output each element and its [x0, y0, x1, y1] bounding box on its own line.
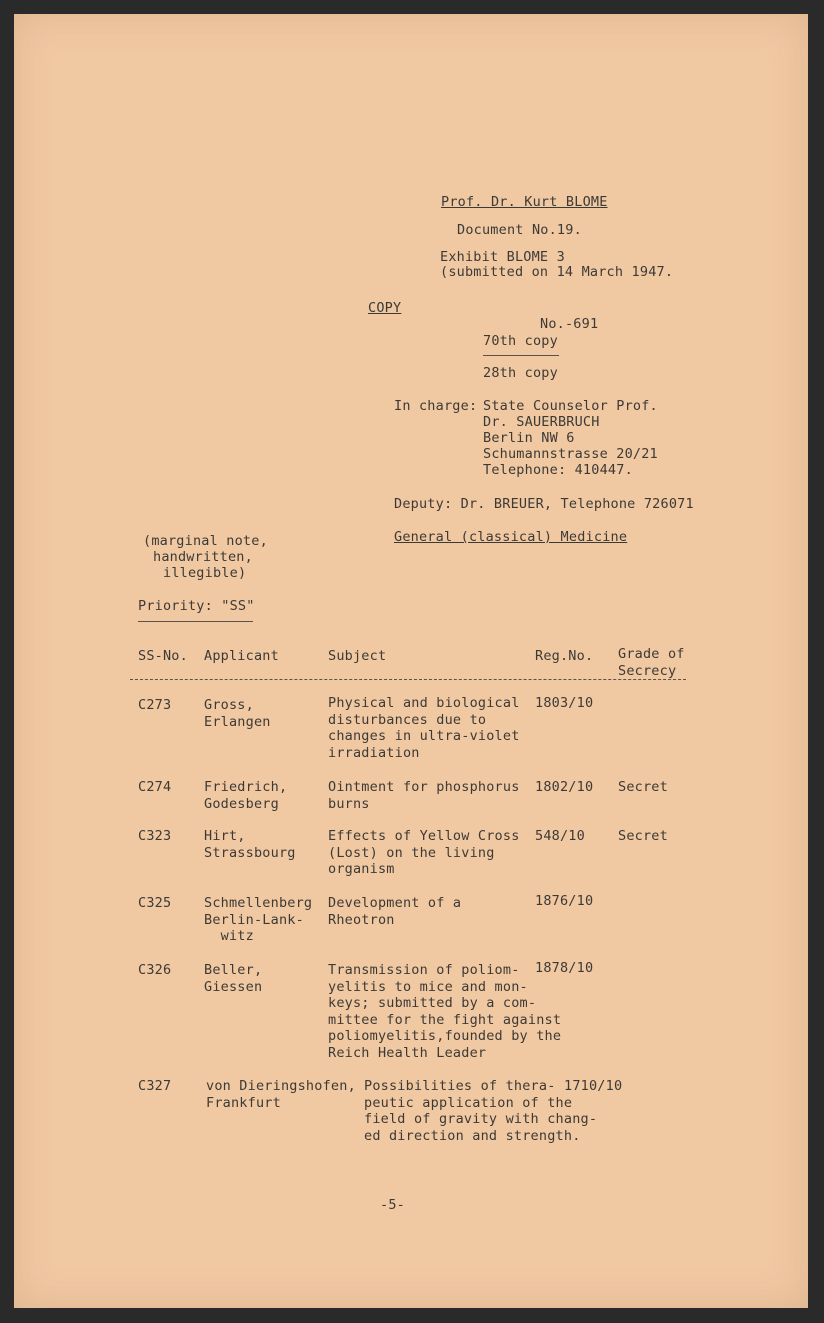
copy-28: 28th copy — [483, 365, 558, 381]
marginal-note-line: illegible) — [163, 565, 247, 581]
table-row-subject: Possibilities of thera- peutic application of the field of gravity with chang- ed direction and strength. — [364, 1078, 598, 1144]
table-row-regno: 1710/10 — [564, 1078, 623, 1094]
table-row-grade: Secret — [618, 779, 668, 795]
submitted-date: (submitted on 14 March 1947. — [440, 264, 674, 280]
exhibit-label: Exhibit BLOME 3 — [440, 249, 565, 265]
col-header-no: SS-No. — [138, 648, 188, 664]
deputy-line: Deputy: Dr. BREUER, Telephone 726071 — [394, 496, 694, 512]
table-row-subject: Development of a Rheotron — [328, 895, 462, 928]
priority-underline — [138, 621, 253, 622]
in-charge-line: Dr. SAUERBRUCH — [483, 414, 600, 430]
in-charge-line: State Counselor Prof. — [483, 398, 658, 414]
table-row-no: C274 — [138, 779, 172, 795]
marginal-note-line: (marginal note, — [143, 533, 268, 549]
table-row-subject: Transmission of poliom- yelitis to mice and mon- keys; submitted by a com- mittee for the fight against poliomyelitis,founded by the Reich Health Leader — [328, 962, 562, 1061]
copy-number: No.-691 — [540, 316, 599, 332]
table-row-no: C273 — [138, 697, 172, 713]
header-name: Prof. Dr. Kurt BLOME — [441, 194, 608, 210]
copy-label: COPY — [368, 300, 402, 316]
table-row-applicant: Gross, Erlangen — [204, 697, 271, 730]
col-header-grade: Grade of Secrecy — [618, 646, 685, 679]
table-row-applicant: von Dieringshofen, Frankfurt — [206, 1078, 356, 1111]
document-number: Document No.19. — [457, 222, 582, 238]
marginal-note-line: handwritten, — [153, 549, 253, 565]
table-row-grade: Secret — [618, 828, 668, 844]
category-heading: General (classical) Medicine — [394, 529, 628, 545]
document-page — [14, 14, 808, 1308]
table-header-rule — [130, 679, 686, 680]
table-row-subject: Ointment for phosphorus burns — [328, 779, 520, 812]
page-number: -5- — [380, 1197, 405, 1213]
col-header-subject: Subject — [328, 648, 387, 664]
table-row-regno: 1878/10 — [535, 960, 594, 976]
table-row-regno: 1876/10 — [535, 893, 594, 909]
copy-70: 70th copy — [483, 333, 558, 349]
priority-label: Priority: "SS" — [138, 598, 255, 614]
table-row-applicant: Friedrich, Godesberg — [204, 779, 288, 812]
table-row-no: C326 — [138, 962, 172, 978]
table-row-regno: 1802/10 — [535, 779, 594, 795]
in-charge-line: Telephone: 410447. — [483, 462, 633, 478]
table-row-applicant: Beller, Giessen — [204, 962, 263, 995]
table-row-applicant: Schmellenberg Berlin-Lank- witz — [204, 895, 313, 944]
table-row-subject: Effects of Yellow Cross (Lost) on the living organism — [328, 828, 520, 877]
in-charge-label: In charge: — [394, 398, 478, 414]
col-header-regno: Reg.No. — [535, 648, 594, 664]
copy-divider — [483, 355, 559, 356]
table-row-no: C323 — [138, 828, 172, 844]
in-charge-line: Schumannstrasse 20/21 — [483, 446, 658, 462]
table-row-no: C325 — [138, 895, 172, 911]
table-row-regno: 1803/10 — [535, 695, 594, 711]
table-row-regno: 548/10 — [535, 828, 585, 844]
in-charge-line: Berlin NW 6 — [483, 430, 575, 446]
col-header-applicant: Applicant — [204, 648, 279, 664]
table-row-no: C327 — [138, 1078, 172, 1094]
table-row-subject: Physical and biological disturbances due to changes in ultra-violet irradiation — [328, 695, 520, 761]
table-row-applicant: Hirt, Strassbourg — [204, 828, 296, 861]
